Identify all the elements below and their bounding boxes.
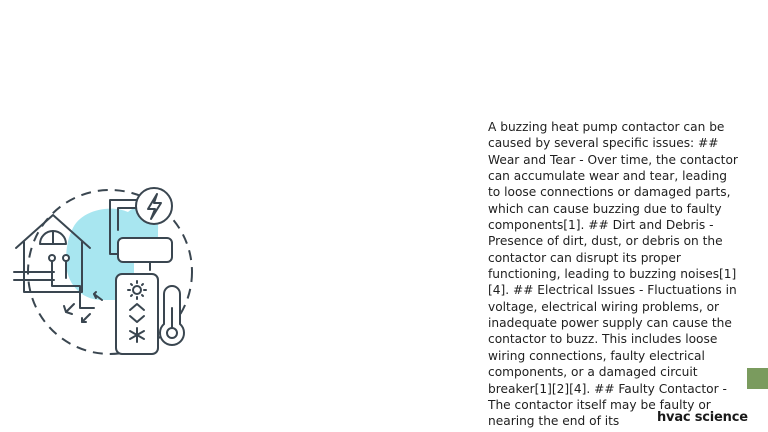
thermometer-icon: [160, 286, 184, 345]
article-body-text: A buzzing heat pump contactor can be caused by several specific issues: ## Wear and Tear - Over time, the contactor can accumulate wear and tear, leading to loose connections or damaged parts, which can cause buzzing due to faulty components[1]. ## Dirt and Debris - Presence of dirt, dust, or debris on the contactor can disrupt its proper functioning, leading to buzzing noises[1][4]. ## Electrical Issues - Fluctuations in voltage, electrical wiring problems, or inadequate power supply can cause the contactor to buzz. This includes loose wiring connections, faulty electrical components, or a damaged circuit breaker[1][2][4]. ## Faulty Contactor - The contactor itself may be faulty or nearing the end of its: [488, 120, 738, 429]
brand-watermark: hvac science: [657, 410, 748, 425]
heat-pump-illustration: [10, 182, 210, 362]
corner-square: [747, 368, 768, 389]
lightning-bolt-icon: [136, 188, 172, 224]
ground-lines: [14, 272, 54, 280]
thermostat-icon: [116, 274, 158, 354]
